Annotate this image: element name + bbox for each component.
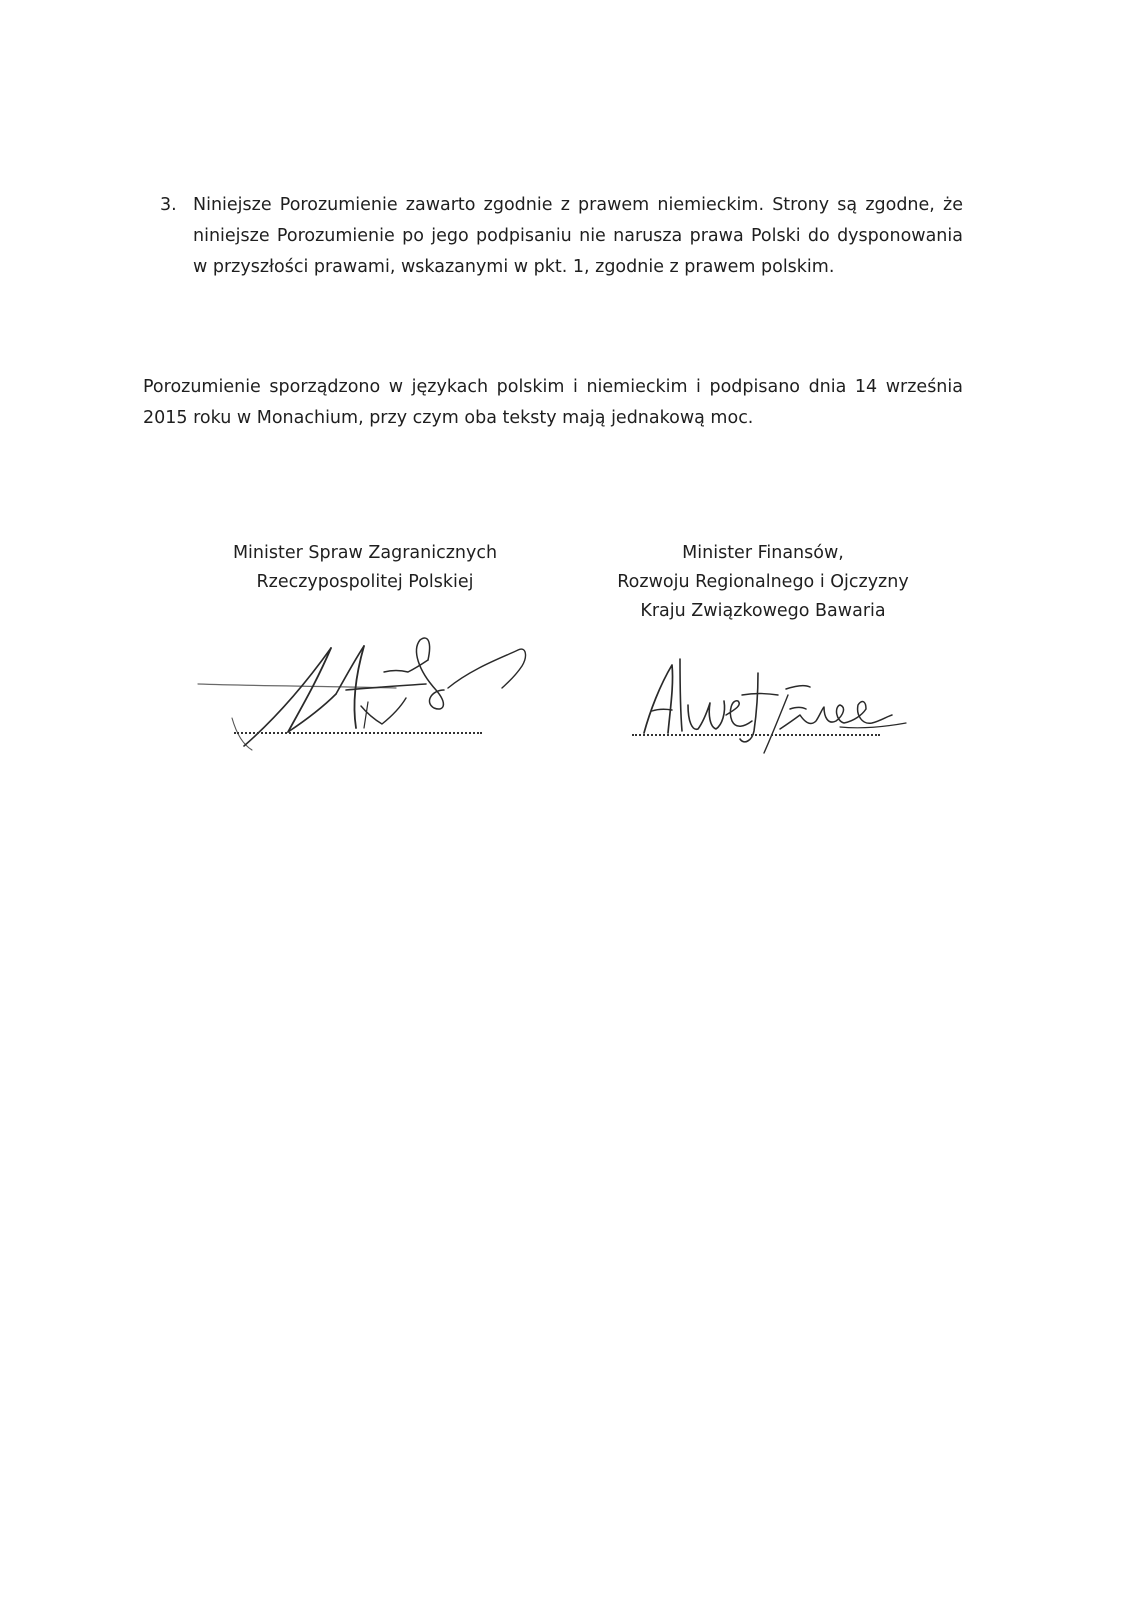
signatory-left-title-line: Rzeczypospolitej Polskiej <box>256 572 474 592</box>
signature-line-right <box>632 734 880 736</box>
signatory-right-title-line: Minister Finansów, <box>682 543 844 563</box>
signature-right <box>640 655 910 755</box>
clause-number: 3. <box>160 195 177 215</box>
clause-text: Niniejsze Porozumienie zawarto zgodnie z prawem niemieckim. Strony są zgodne, że niniejsze Porozumienie po jego podpisaniu nie narusza prawa Polski do dysponowania w przyszłości prawami, wskazanymi w pkt. 1, zgodnie z prawem polskim. <box>193 195 963 277</box>
signatory-right-title <box>608 539 918 626</box>
clause-3 <box>160 190 963 283</box>
signatory-left-title-line: Minister Spraw Zagranicznych <box>232 543 498 563</box>
signature-left <box>196 628 536 758</box>
signature-line-left <box>234 732 482 734</box>
signatory-right-title-line: Kraju Związkowego Bawaria <box>640 601 886 621</box>
closing-paragraph: Porozumienie sporządzono w językach polskim i niemieckim i podpisano dnia 14 września 2015 roku w Monachium, przy czym oba teksty mają jednakową moc. <box>143 377 963 428</box>
signatory-right-title-line: Rozwoju Regionalnego i Ojczyzny <box>617 572 909 592</box>
signatory-left-title <box>215 539 515 597</box>
